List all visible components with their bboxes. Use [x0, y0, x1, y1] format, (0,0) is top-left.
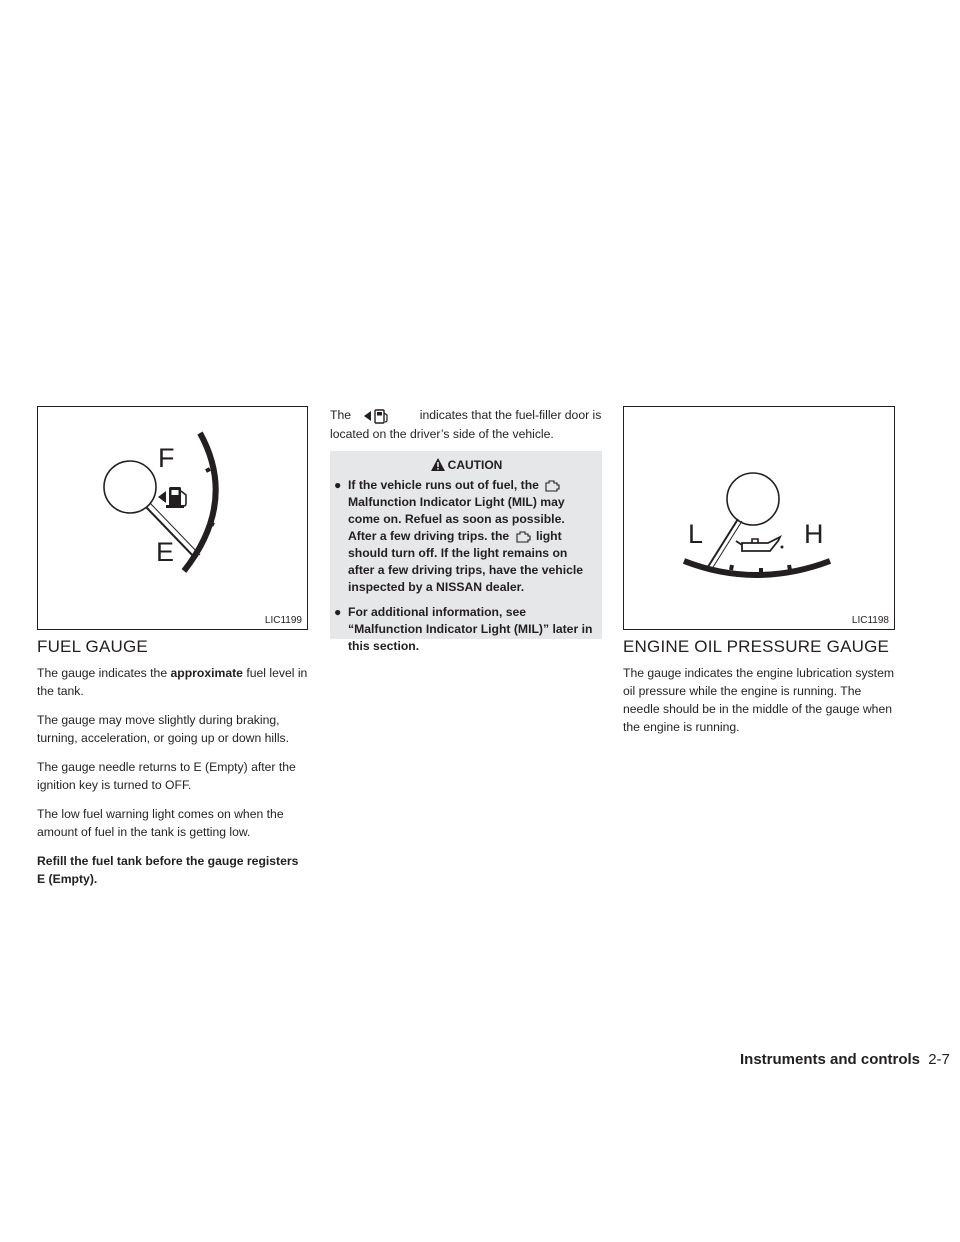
full-label: F [158, 443, 175, 473]
footer-page-number: 2-7 [928, 1051, 950, 1068]
empty-label: E [156, 537, 175, 567]
caution-box [330, 451, 602, 653]
figure-id: LIC1198 [851, 615, 889, 626]
fuel-filler-side-icon [354, 407, 416, 425]
warning-triangle-icon [430, 457, 446, 472]
filler-note: The indicates that the fuel-filler door is located on the driver’s side of the vehicle. [330, 408, 602, 441]
engine-check-icon [542, 479, 562, 493]
fuel-gauge-heading: FUEL GAUGE [37, 637, 148, 656]
fuel-gauge-paragraph-1: The gauge indicates the approximate fuel level in the tank. [37, 666, 308, 698]
oil-scale-arc [684, 561, 830, 575]
fuel-pump-icon [166, 487, 186, 508]
high-label: H [804, 519, 824, 549]
bullet: ● [334, 478, 342, 492]
needle [706, 519, 738, 570]
oil-pressure-heading: ENGINE OIL PRESSURE GAUGE [623, 637, 890, 656]
fuel-gauge-paragraph-5: Refill the fuel tank before the gauge registers E (Empty). [37, 854, 299, 886]
caution-item: ● If the vehicle runs out of fuel, the Malfunction Indicator Light (MIL) may come on. Refuel as soon as possible. After a few driving trips. the light should turn off. If the light remains on after a few driving trips, have the vehicle inspected by a NISSAN dealer. [334, 478, 584, 594]
oil-pressure-paragraph: The gauge indicates the engine lubrication system oil pressure while the engine is running. The needle should be in the middle of the gauge when the engine is running. [623, 666, 894, 734]
page-footer [740, 1050, 950, 1074]
caution-list [334, 477, 594, 663]
oil-can-icon [736, 537, 784, 551]
fuel-gauge-illustration [38, 407, 309, 631]
figure-id: LIC1199 [264, 615, 302, 626]
fuel-gauge-paragraph-4: The low fuel warning light comes on when the amount of fuel in the tank is getting low. [37, 807, 284, 839]
oil-pressure-gauge-figure [623, 406, 895, 630]
fuel-gauge-paragraph-3: The gauge needle returns to E (Empty) after the ignition key is turned to OFF. [37, 760, 296, 792]
footer-section: Instruments and controls [740, 1051, 921, 1068]
fuel-gauge-figure [37, 406, 308, 630]
triangle-left-icon [158, 491, 166, 503]
caution-item: ● For additional information, see “Malfunction Indicator Light (MIL)” later in this section. [334, 605, 593, 653]
engine-check-icon [513, 530, 533, 544]
low-label: L [688, 519, 704, 549]
needle-hub [104, 461, 156, 513]
caution-title: CAUTION [330, 457, 602, 473]
fuel-gauge-paragraph-2: The gauge may move slightly during braking, turning, acceleration, or going up or down hills. [37, 713, 290, 745]
needle-hub [727, 473, 779, 525]
oil-pressure-gauge-illustration [624, 407, 896, 631]
bullet: ● [334, 605, 342, 619]
